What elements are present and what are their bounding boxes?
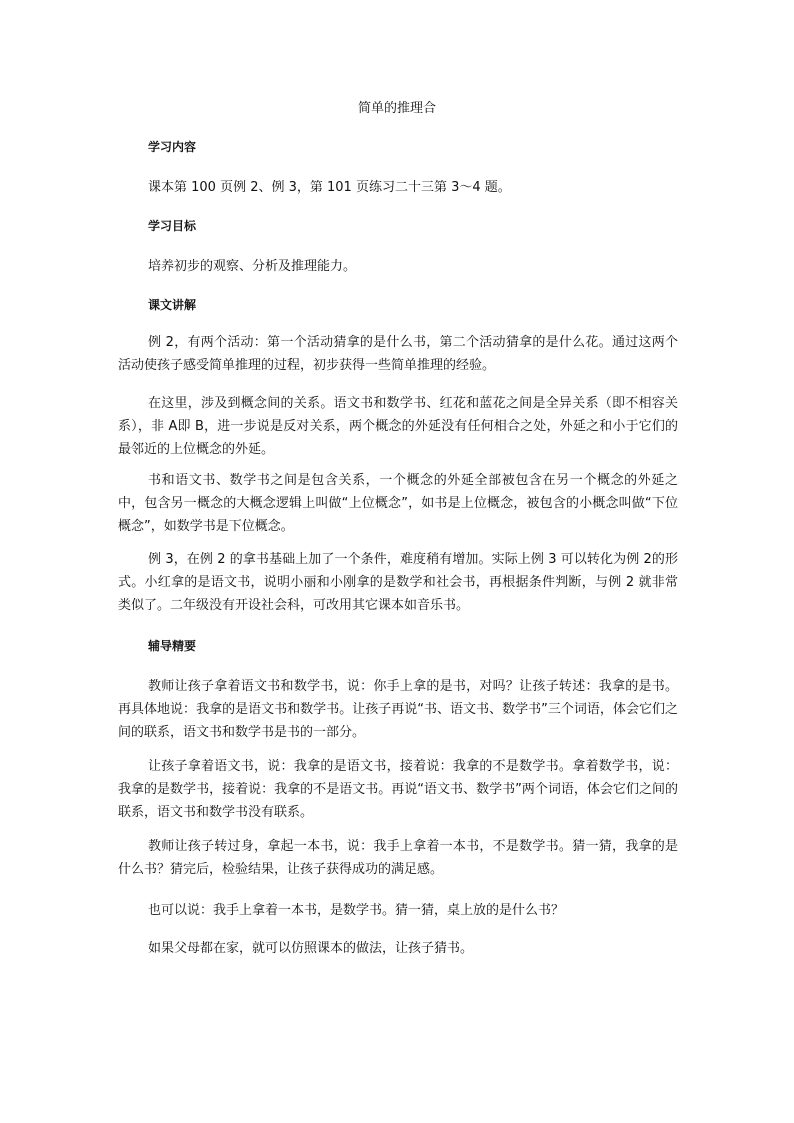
- paragraph-guide-3: 教师让孩子转过身，拿起一本书，说：我手上拿着一本书，不是数学书。猜一猜，我拿的是什么书？猜完后，检验结果，让孩子获得成功的满足感。: [118, 839, 678, 877]
- heading-text-explanation: 课文讲解: [148, 298, 197, 312]
- paragraph-guide-5: 如果父母都在家，就可以仿照课本的做法，让孩子猜书。: [148, 941, 474, 956]
- paragraph-guide-1: 教师让孩子拿着语文书和数学书，说：你手上拿的是书，对吗？让孩子转述：我拿的是书。再具体地说：我拿的是语文书和数学书。让孩子再说“书、语文书、数学书”三个词语，体会它们之间的联系，语文书和数学书是书的一部分。: [118, 679, 678, 740]
- paragraph-guide-4: 也可以说：我手上拿着一本书，是数学书。猜一猜，桌上放的是什么书？: [148, 903, 565, 918]
- heading-tutoring-essentials: 辅导精要: [148, 639, 197, 653]
- document-title: 简单的推理合: [357, 101, 436, 116]
- paragraph-explanation-3: 书和语文书、数学书之间是包含关系，一个概念的外延全部被包含在另一个概念的外延之中，包含另一概念的大概念逻辑上叫做“上位概念”，如书是上位概念，被包含的小概念叫做“下位概念”，如数学书是下位概念。: [118, 473, 678, 534]
- paragraph-guide-2: 让孩子拿着语文书，说：我拿的是语文书，接着说：我拿的不是数学书。拿着数学书，说：我拿的是数学书，接着说：我拿的不是语文书。再说“语文书、数学书”两个词语，体会它们之间的联系，语文书和数学书没有联系。: [118, 759, 678, 820]
- paragraph-learning-goal: 培养初步的观察、分析及推理能力。: [148, 259, 357, 274]
- heading-learning-content: 学习内容: [148, 140, 197, 154]
- paragraph-explanation-1: 例 2，有两个活动：第一个活动猜拿的是什么书，第二个活动猜拿的是什么花。通过这两个活动使孩子感受简单推理的过程，初步获得一些简单推理的经验。: [118, 335, 678, 373]
- paragraph-explanation-4: 例 3，在例 2 的拿书基础上加了一个条件，难度稍有增加。实际上例 3 可以转化为例 2的形式。小红拿的是语文书，说明小丽和小刚拿的是数学和社会书，再根据条件判断，与例 2 就非常类似了。二年级没有开设社会科，可改用其它课本如音乐书。: [118, 552, 678, 613]
- paragraph-explanation-2: 在这里，涉及到概念间的关系。语文书和数学书、红花和蓝花之间是全异关系（即不相容关系），非 A即 B，进一步说是反对关系，两个概念的外延没有任何相合之处，外延之和小于它们的最邻近的上位概念的外延。: [118, 396, 678, 457]
- paragraph-learning-content: 课本第 100 页例 2、例 3，第 101 页练习二十三第 3～4 题。: [148, 180, 511, 195]
- heading-learning-goal: 学习目标: [148, 219, 197, 233]
